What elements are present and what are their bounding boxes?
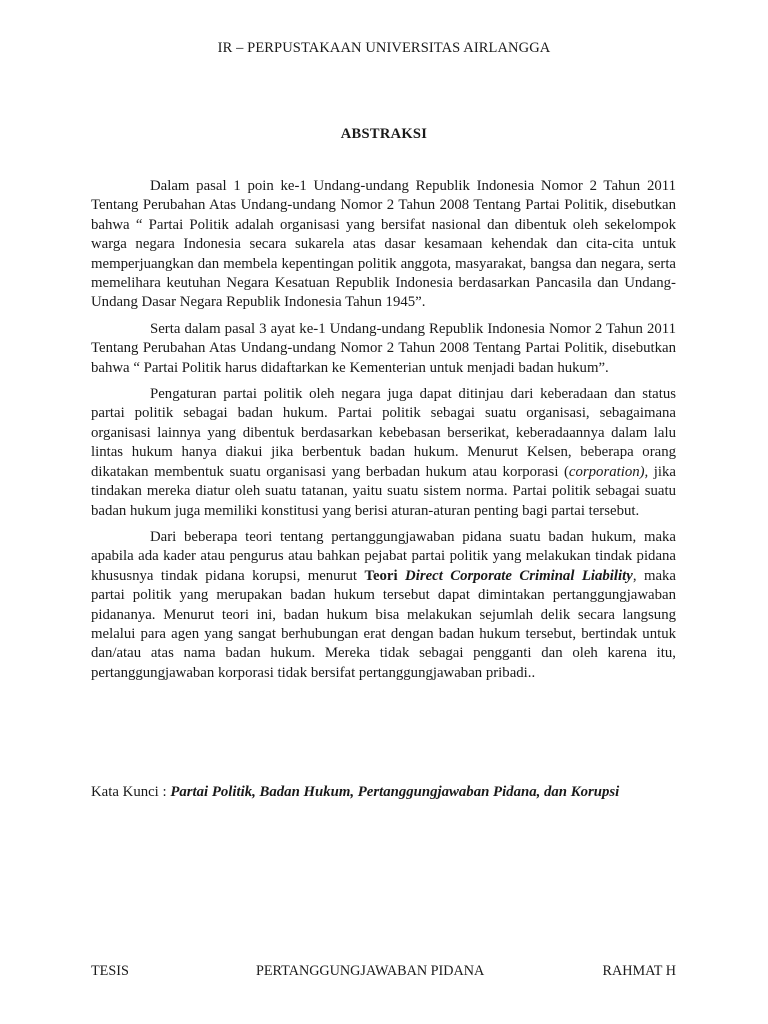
page-header: IR – PERPUSTAKAAN UNIVERSITAS AIRLANGGA [217,40,551,56]
paragraph-3-text-before: Pengaturan partai politik oleh negara juga dapat ditinjau dari keberadaan dan status partai politik sebagai badan hukum. Partai politik sebagai suatu organisasi, sebagaimana organisasi lainnya yang dibentuk berdasarkan kebebasan berserikat, keberadaannya dalam lalu lintas hukum hanya diakui jika berbentuk badan hukum. Menurut Kelsen, beberapa orang dikatakan membentuk suatu organisasi yang berbadan hukum atau korporasi ( [91,386,676,480]
keywords-label: Kata Kunci : [91,784,171,800]
paragraph-1 [91,177,676,313]
paragraph-3 [91,385,676,521]
paragraph-3-italic-term: corporation), [568,463,649,480]
paragraph-4-bold-italic-term: Direct Corporate Criminal Liability [405,567,633,584]
keywords-text: Partai Politik, Badan Hukum, Pertanggungjawaban Pidana, dan Korupsi [170,784,620,800]
keywords [91,784,691,801]
paragraph-2-text: Serta dalam pasal 3 ayat ke-1 Undang-undang Republik Indonesia Nomor 2 Tahun 2011 Tentang Perubahan Atas Undang-undang Nomor 2 Tahun 2008 Tentang Partai Politik, disebutkan bahwa “ Partai Politik harus didaftarkan ke Kementerian untuk menjadi badan hukum”. [91,320,676,376]
paragraph-4-text-before: Dari beberapa teori tentang pertanggungjawaban pidana suatu badan hukum, maka apabila ada kader atau pengurus atau bahkan pejabat partai politik yang melakukan tindak pidana khususnya tindak pidana korupsi, menurut [91,528,676,584]
footer-left: TESIS [91,963,129,979]
paragraph-3-text-after: jika tindakan mereka diatur oleh suatu tatanan, yaitu suatu sistem norma. Partai politik sebagai suatu badan hukum juga memiliki konstitusi yang berisi aturan-aturan penting bagi partai tersebut. [91,463,676,519]
paragraph-1-text: Dalam pasal 1 poin ke-1 Undang-undang Republik Indonesia Nomor 2 Tahun 2011 Tentang Perubahan Atas Undang-undang Nomor 2 Tahun 2008 Tentang Partai Politik, disebutkan bahwa “ Partai Politik adalah organisasi yang bersifat nasional dan dibentuk oleh sekelompok warga negara Indonesia secara sukarela atas dasar kesamaan kehendak dan cita-cita untuk memperjuangkan dan membela kepentingan politik anggota, masyarakat, bangsa dan negara, serta memelihara keutuhan Negara Kesatuan Republik Indonesia berdasarkan Pancasila dan Undang-Undang Dasar Negara Republik Indonesia Tahun 1945”. [91,178,676,311]
paragraph-2 [91,320,676,378]
abstract-title: ABSTRAKSI [340,126,428,142]
paragraph-4 [91,528,676,683]
paragraph-4-bold-term: Teori [364,567,406,584]
abstract-body [91,177,676,690]
page-footer [91,963,676,983]
paragraph-4-text-after: , maka partai politik yang merupakan badan hukum tersebut dapat dimintakan pertanggungjawaban pidananya. Menurut teori ini, badan hukum bisa melakukan sejumlah delik secara langsung melalui para agen yang sangat berhubungan erat dengan badan hukum tersebut, bertindak untuk dan/atau atas nama badan hukum. Mereka tidak sebagai pengganti dan oleh karena itu, pertanggungjawaban korporasi tidak bersifat pertanggungjawaban pribadi.. [91,567,676,681]
footer-right: RAHMAT H [602,963,676,979]
footer-center: PERTANGGUNGJAWABAN PIDANA [256,963,485,979]
